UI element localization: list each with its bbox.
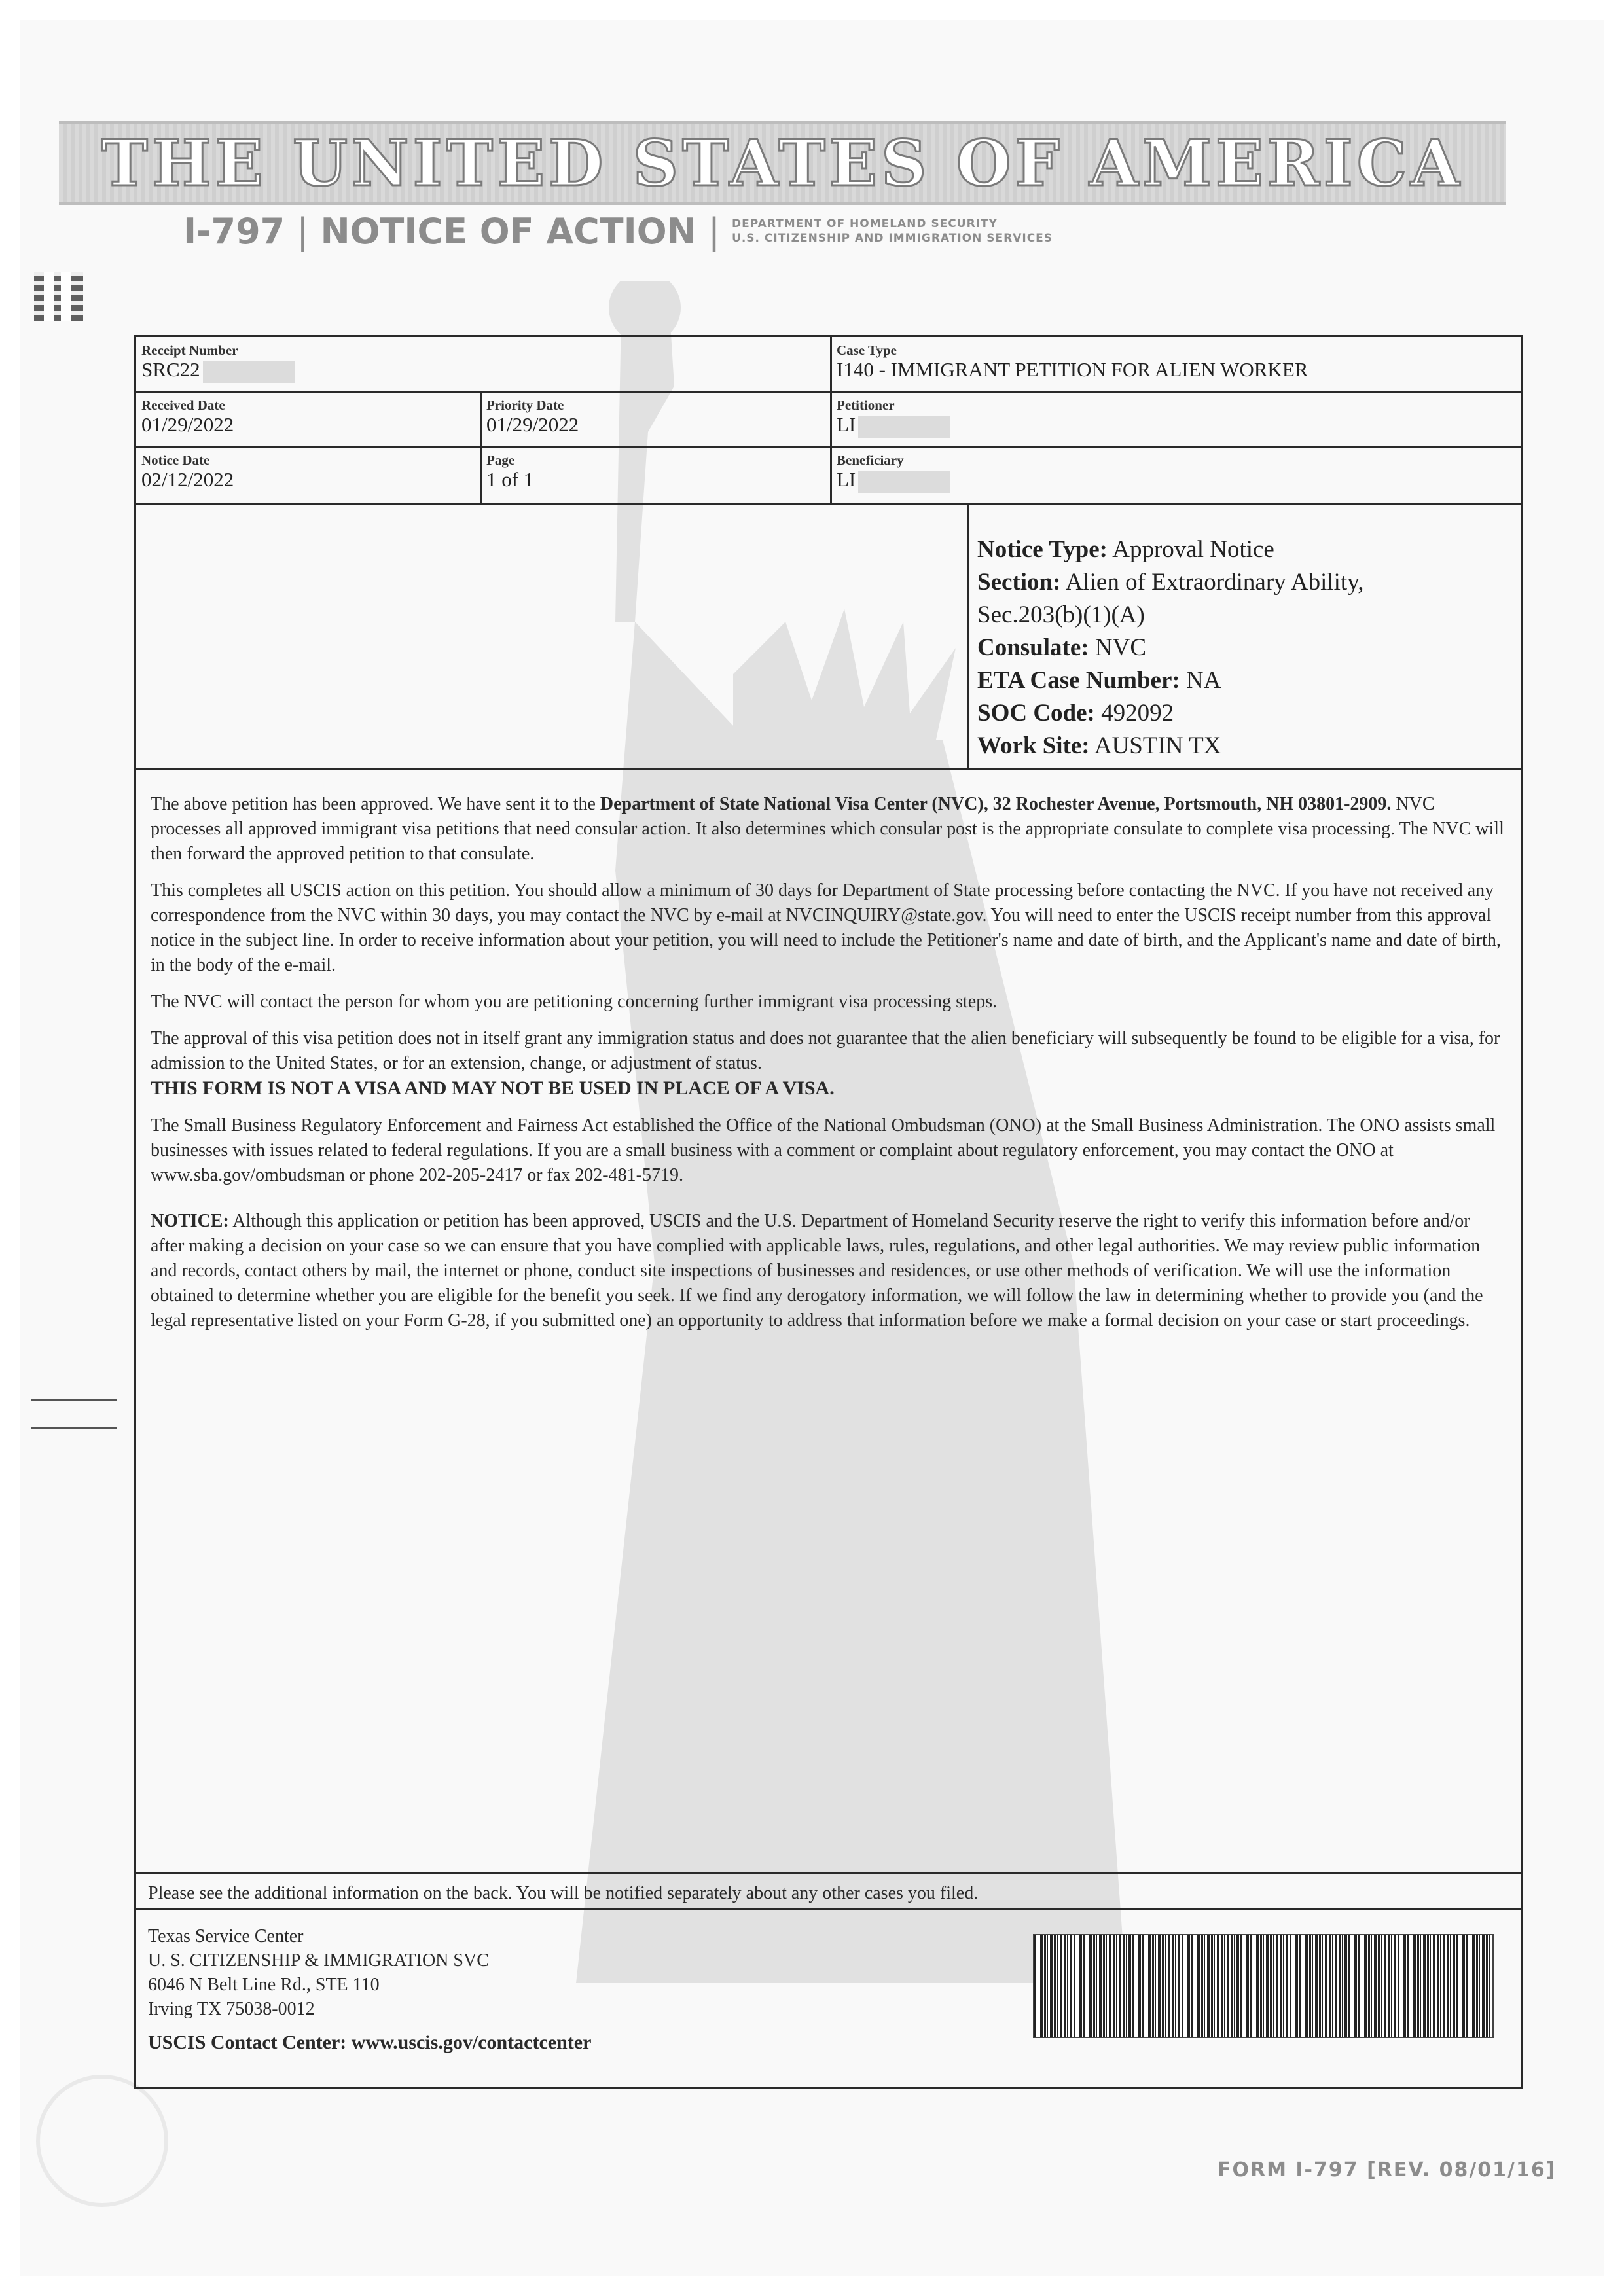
fold-mark (31, 1427, 117, 1429)
section-row-2: Sec.203(b)(1)(A) (977, 601, 1145, 628)
notice-type-value: Approval Notice (1112, 536, 1274, 563)
redaction-box (858, 471, 950, 493)
eta-label: ETA Case Number: (977, 667, 1180, 694)
divider (136, 391, 1521, 393)
notice-date-value: 02/12/2022 (141, 468, 234, 491)
paragraph-ombudsman: The Small Business Regulatory Enforcement and Fairness Act established the Office of the National Ombudsman (ONO) at the Small Business Administration. The ONO assists small businesses with issues related to federal regulations. If you are a small business with a comment or complaint about regulatory enforcement, you may contact the ONO at www.sba.gov/ombudsman or phone 202-205-2417 or fax 202-481-5719. (151, 1115, 1496, 1185)
form-title: NOTICE OF ACTION (320, 210, 696, 252)
page-value: 1 of 1 (486, 468, 534, 491)
divider (136, 768, 1521, 770)
paragraph-notice (151, 1209, 1506, 1333)
soc-label: SOC Code: (977, 700, 1095, 726)
consulate-row (977, 632, 1514, 664)
paragraph-nvc (151, 792, 1506, 867)
additional-info-note: Please see the additional information on the back. You will be notified separately about any other cases you filed. (148, 1883, 979, 1903)
notice-type-label: Notice Type: (977, 536, 1108, 563)
divider (136, 1872, 1521, 1874)
department-line-1: DEPARTMENT OF HOMELAND SECURITY (732, 217, 998, 230)
receipt-number-label: Receipt Number (141, 342, 238, 358)
paragraph-approval-status (151, 1026, 1506, 1102)
form-header (183, 208, 1053, 254)
paragraph-nvc-contact: The NVC will contact the person for whom you are petitioning concerning further immigrant visa processing steps. (151, 992, 998, 1012)
petitioner-text: LI (837, 413, 856, 436)
divider (136, 446, 1521, 448)
case-type-value: I140 - IMMIGRANT PETITION FOR ALIEN WORKER (837, 358, 1308, 381)
divider (480, 391, 482, 503)
address-line-3: 6046 N Belt Line Rd., STE 110 (148, 1975, 380, 1995)
notice-type-row (977, 533, 1514, 566)
eta-value: NA (1185, 667, 1221, 694)
work-site-row (977, 730, 1514, 762)
redaction-box (858, 416, 950, 438)
header-separator: | (297, 210, 309, 252)
service-center-address (148, 1924, 591, 2054)
received-date-label: Received Date (141, 397, 225, 413)
contact-center: USCIS Contact Center: www.uscis.gov/contactcenter (148, 2032, 592, 2053)
banner (59, 121, 1506, 205)
not-a-visa-warning: THIS FORM IS NOT A VISA AND MAY NOT BE USED IN PLACE OF A VISA. (151, 1077, 835, 1099)
section-value-line-1: Alien of Extraordinary Ability, (1065, 569, 1364, 596)
beneficiary-label: Beneficiary (837, 452, 904, 468)
priority-date-label: Priority Date (486, 397, 564, 413)
department-name (732, 217, 1053, 245)
notice-details (977, 533, 1514, 762)
banner-title: THE UNITED STATES OF AMERICA (101, 126, 1464, 200)
nvc-address: Department of State National Visa Center (NVC), 32 Rochester Avenue, Portsmouth, NH 03801-2909. (600, 794, 1392, 814)
notice-form (134, 335, 1523, 2089)
form-revision: FORM I-797 [REV. 08/01/16] (1218, 2159, 1557, 2181)
address-line-4: Irving TX 75038-0012 (148, 1999, 315, 2019)
receipt-number-text: SRC22 (141, 358, 200, 381)
beneficiary-field (837, 452, 950, 493)
petitioner-label: Petitioner (837, 397, 895, 413)
eta-row (977, 664, 1514, 697)
beneficiary-text: LI (837, 468, 856, 491)
notice-date-label: Notice Date (141, 452, 210, 468)
page-label: Page (486, 452, 515, 468)
seal-watermark (36, 2075, 168, 2207)
redaction-box (203, 361, 295, 383)
divider (136, 1908, 1521, 1910)
page-field (486, 452, 533, 492)
work-site-value: AUSTIN TX (1094, 732, 1221, 759)
notice-label: NOTICE: (151, 1211, 229, 1231)
fold-mark (31, 1399, 117, 1401)
receipt-number-field (141, 342, 295, 383)
barcode (1033, 1934, 1494, 2038)
priority-date-field (486, 397, 579, 437)
paragraph-nvc-start: The above petition has been approved. We have sent it to the (151, 794, 600, 814)
soc-row (977, 697, 1514, 730)
notice-body (151, 792, 1506, 1345)
petitioner-value (837, 413, 950, 438)
priority-date-value: 01/29/2022 (486, 413, 579, 436)
soc-value: 492092 (1101, 700, 1174, 726)
receipt-number-value (141, 358, 295, 383)
beneficiary-value (837, 468, 950, 493)
qr-code-icon (34, 272, 83, 321)
address-line-1: Texas Service Center (148, 1926, 304, 1946)
notice-date-field (141, 452, 234, 492)
department-line-2: U.S. CITIZENSHIP AND IMMIGRATION SERVICES (732, 232, 1053, 245)
case-type-label: Case Type (837, 342, 897, 358)
section-label: Section: (977, 569, 1061, 596)
section-row (977, 566, 1514, 599)
address-line-2: U. S. CITIZENSHIP & IMMIGRATION SVC (148, 1950, 489, 1971)
divider (136, 503, 1521, 505)
case-type-field (837, 342, 1308, 382)
divider (830, 337, 832, 503)
petitioner-field (837, 397, 950, 438)
paragraph-nvc-end: NVC processes all approved immigrant visa petitions that need consular action. It also determines which consular post is the appropriate consulate to complete visa processing. The NVC will then forward the approved petition to that consulate. (151, 794, 1504, 864)
consulate-value: NVC (1094, 634, 1146, 661)
divider (967, 503, 969, 768)
received-date-value: 01/29/2022 (141, 413, 234, 436)
consulate-label: Consulate: (977, 634, 1089, 661)
form-number: I-797 (183, 210, 285, 252)
received-date-field (141, 397, 234, 437)
notice-text: Although this application or petition has been approved, USCIS and the U.S. Department of Homeland Security reserve the right to verify this information before and/or after making a decision on your case so we can ensure that you have complied with applicable laws, rules, regulations, and other legal authorities. We may review public information and records, contact others by mail, the internet or phone, conduct site inspections of businesses and residences, or use other methods of verification. We will use the information obtained to determine whether you are eligible for the benefit you seek. If we find any derogatory information, we will follow the law in determining whether to provide you (and the legal representative listed on your Form G-28, if you submitted one) an opportunity to address that information before we make a formal decision on your case or start proceedings. (151, 1211, 1483, 1331)
paragraph-uscis-action: This completes all USCIS action on this petition. You should allow a minimum of 30 days for Department of State processing before contacting the NVC. If you have not received any correspondence from the NVC within 30 days, you may contact the NVC by e-mail at NVCINQUIRY@state.gov. You will need to enter the USCIS receipt number from this approval notice in the subject line. In order to receive information about your petition, you will need to include the Petitioner's name and date of birth, and the Applicant's name and date of birth, in the body of the e-mail. (151, 880, 1501, 975)
work-site-label: Work Site: (977, 732, 1090, 759)
approval-status-text: The approval of this visa petition does not in itself grant any immigration status and does not guarantee that the alien beneficiary will subsequently be found to be eligible for a visa, for admission to the United States, or for an extension, change, or adjustment of status. (151, 1028, 1500, 1073)
header-separator: | (708, 210, 721, 252)
